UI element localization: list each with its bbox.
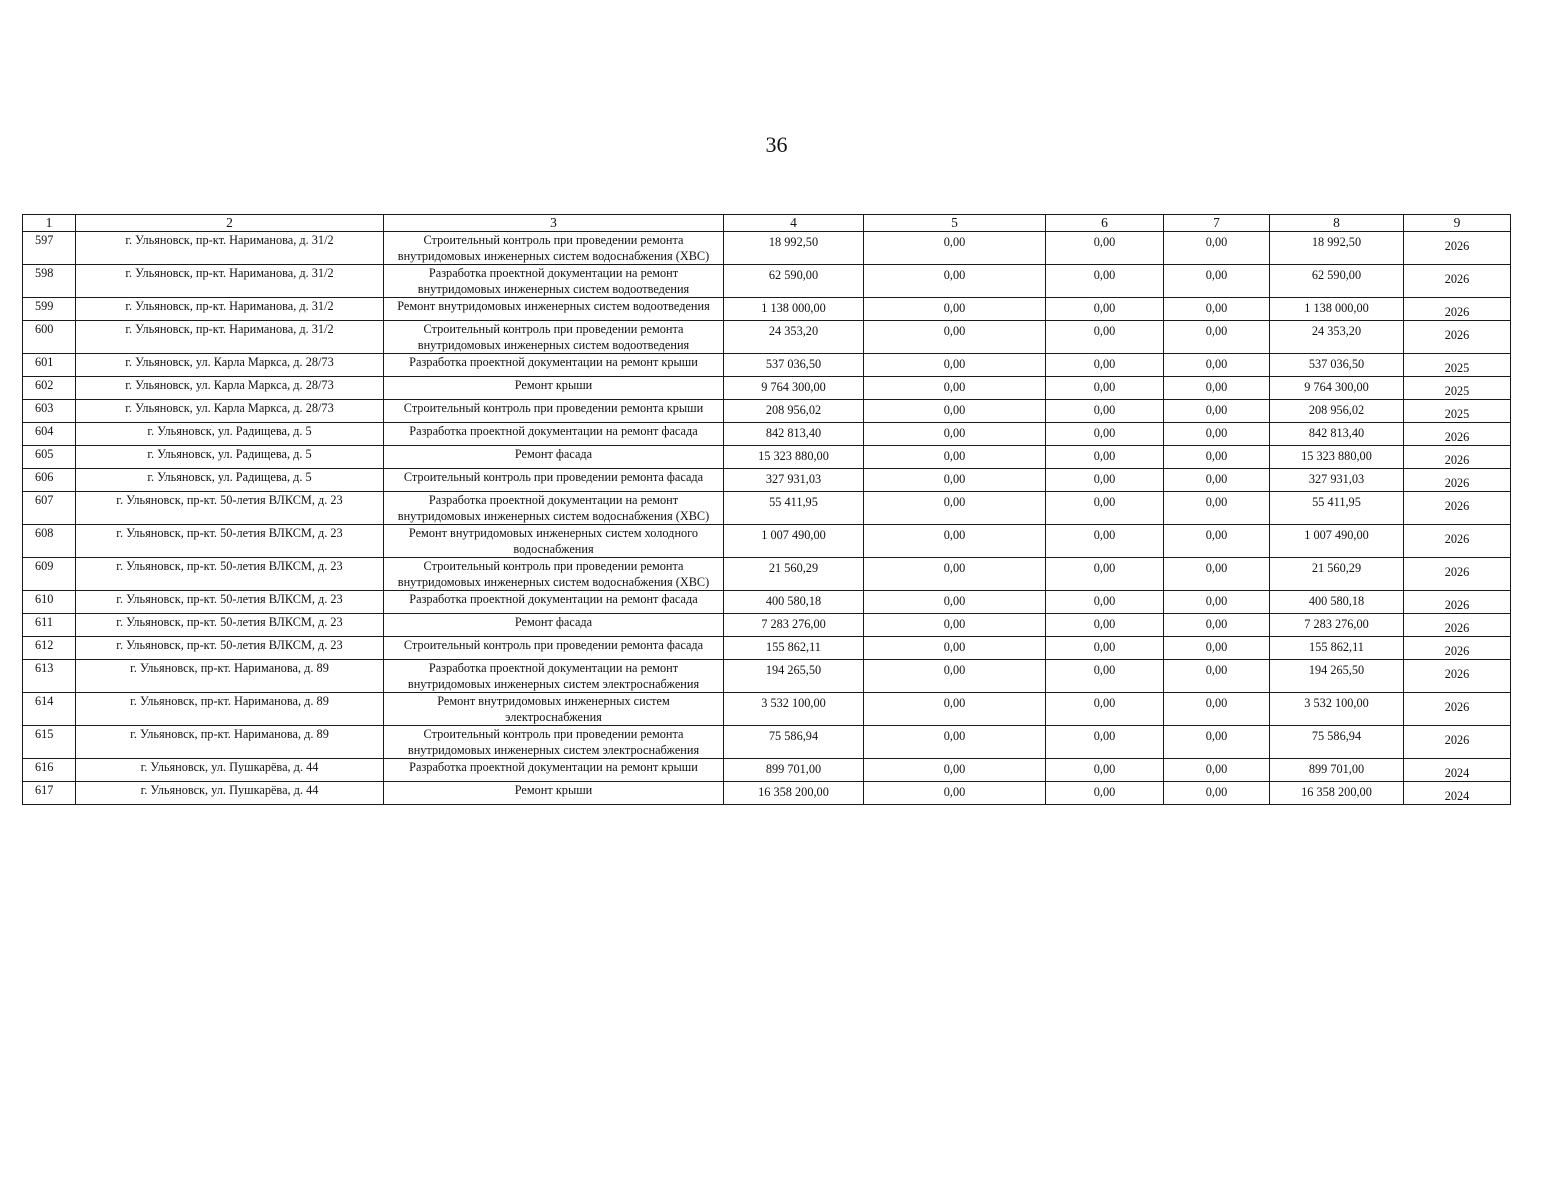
address-cell: г. Ульяновск, пр-кт. Нариманова, д. 89: [76, 693, 384, 726]
table-body: [23, 232, 1511, 805]
amount-col4-cell: 55 411,95: [724, 492, 864, 525]
table-row: [23, 298, 1511, 321]
amount-col6-cell: 0,00: [1046, 232, 1164, 265]
work-description-cell: Ремонт фасада: [384, 614, 724, 637]
year-cell: 2025: [1404, 377, 1511, 400]
year-cell: 2026: [1404, 298, 1511, 321]
amount-col8-cell: 18 992,50: [1270, 232, 1404, 265]
row-number-cell: 608: [23, 525, 76, 558]
amount-col6-cell: 0,00: [1046, 759, 1164, 782]
amount-col4-cell: 15 323 880,00: [724, 446, 864, 469]
amount-col5-cell: 0,00: [864, 525, 1046, 558]
amount-col4-cell: 155 862,11: [724, 637, 864, 660]
amount-col6-cell: 0,00: [1046, 446, 1164, 469]
amount-col4-cell: 24 353,20: [724, 321, 864, 354]
amount-col5-cell: 0,00: [864, 591, 1046, 614]
amount-col7-cell: 0,00: [1164, 759, 1270, 782]
header-cell-5: 5: [864, 215, 1046, 232]
year-cell: 2026: [1404, 637, 1511, 660]
year-cell: 2026: [1404, 265, 1511, 298]
year-cell: 2025: [1404, 400, 1511, 423]
amount-col5-cell: 0,00: [864, 232, 1046, 265]
work-description-cell: Строительный контроль при проведении ремонта внутридомовых инженерных систем водоснабжения (ХВС): [384, 232, 724, 265]
work-description-cell: Строительный контроль при проведении ремонта фасада: [384, 637, 724, 660]
header-cell-6: 6: [1046, 215, 1164, 232]
amount-col5-cell: 0,00: [864, 693, 1046, 726]
amount-col4-cell: 75 586,94: [724, 726, 864, 759]
amount-col6-cell: 0,00: [1046, 637, 1164, 660]
amount-col7-cell: 0,00: [1164, 354, 1270, 377]
amount-col4-cell: 16 358 200,00: [724, 782, 864, 805]
amount-col7-cell: 0,00: [1164, 693, 1270, 726]
amount-col5-cell: 0,00: [864, 558, 1046, 591]
amount-col6-cell: 0,00: [1046, 693, 1164, 726]
row-number-cell: 598: [23, 265, 76, 298]
row-number-cell: 614: [23, 693, 76, 726]
amount-col7-cell: 0,00: [1164, 782, 1270, 805]
amount-col8-cell: 24 353,20: [1270, 321, 1404, 354]
amount-col6-cell: 0,00: [1046, 614, 1164, 637]
amount-col6-cell: 0,00: [1046, 298, 1164, 321]
amount-col6-cell: 0,00: [1046, 423, 1164, 446]
amount-col5-cell: 0,00: [864, 759, 1046, 782]
work-description-cell: Ремонт внутридомовых инженерных систем водоотведения: [384, 298, 724, 321]
amount-col5-cell: 0,00: [864, 782, 1046, 805]
year-cell: 2024: [1404, 782, 1511, 805]
amount-col5-cell: 0,00: [864, 265, 1046, 298]
amount-col7-cell: 0,00: [1164, 492, 1270, 525]
amount-col6-cell: 0,00: [1046, 591, 1164, 614]
year-cell: 2026: [1404, 614, 1511, 637]
amount-col4-cell: 208 956,02: [724, 400, 864, 423]
table-row: [23, 492, 1511, 525]
address-cell: г. Ульяновск, пр-кт. 50-летия ВЛКСМ, д. 23: [76, 614, 384, 637]
amount-col8-cell: 15 323 880,00: [1270, 446, 1404, 469]
work-description-cell: Ремонт фасада: [384, 446, 724, 469]
work-description-cell: Строительный контроль при проведении ремонта внутридомовых инженерных систем водоснабжения (ХВС): [384, 558, 724, 591]
amount-col5-cell: 0,00: [864, 492, 1046, 525]
table-row: [23, 558, 1511, 591]
header-cell-8: 8: [1270, 215, 1404, 232]
work-description-cell: Разработка проектной документации на ремонт внутридомовых инженерных систем водоснабжения (ХВС): [384, 492, 724, 525]
amount-col4-cell: 537 036,50: [724, 354, 864, 377]
amount-col8-cell: 7 283 276,00: [1270, 614, 1404, 637]
table-row: [23, 637, 1511, 660]
address-cell: г. Ульяновск, пр-кт. 50-летия ВЛКСМ, д. 23: [76, 558, 384, 591]
amount-col8-cell: 155 862,11: [1270, 637, 1404, 660]
work-description-cell: Строительный контроль при проведении ремонта внутридомовых инженерных систем электроснабжения: [384, 726, 724, 759]
address-cell: г. Ульяновск, ул. Пушкарёва, д. 44: [76, 782, 384, 805]
header-cell-9: 9: [1404, 215, 1511, 232]
row-number-cell: 617: [23, 782, 76, 805]
work-description-cell: Разработка проектной документации на ремонт внутридомовых инженерных систем водоотведения: [384, 265, 724, 298]
page-number: 36: [765, 132, 788, 157]
header-cell-4: 4: [724, 215, 864, 232]
address-cell: г. Ульяновск, ул. Радищева, д. 5: [76, 423, 384, 446]
amount-col5-cell: 0,00: [864, 726, 1046, 759]
row-number-cell: 603: [23, 400, 76, 423]
header-cell-3: 3: [384, 215, 724, 232]
year-cell: 2024: [1404, 759, 1511, 782]
address-cell: г. Ульяновск, пр-кт. 50-летия ВЛКСМ, д. 23: [76, 525, 384, 558]
address-cell: г. Ульяновск, ул. Пушкарёва, д. 44: [76, 759, 384, 782]
address-cell: г. Ульяновск, ул. Радищева, д. 5: [76, 469, 384, 492]
table-row: [23, 400, 1511, 423]
table-row: [23, 726, 1511, 759]
work-description-cell: Ремонт крыши: [384, 377, 724, 400]
year-cell: 2025: [1404, 354, 1511, 377]
amount-col7-cell: 0,00: [1164, 232, 1270, 265]
amount-col8-cell: 400 580,18: [1270, 591, 1404, 614]
year-cell: 2026: [1404, 660, 1511, 693]
year-cell: 2026: [1404, 446, 1511, 469]
table-row: [23, 525, 1511, 558]
amount-col8-cell: 55 411,95: [1270, 492, 1404, 525]
work-description-cell: Разработка проектной документации на ремонт крыши: [384, 759, 724, 782]
table-row: [23, 782, 1511, 805]
amount-col4-cell: 62 590,00: [724, 265, 864, 298]
amount-col7-cell: 0,00: [1164, 469, 1270, 492]
table-row: [23, 265, 1511, 298]
row-number-cell: 597: [23, 232, 76, 265]
amount-col8-cell: 1 138 000,00: [1270, 298, 1404, 321]
header-cell-1: 1: [23, 215, 76, 232]
row-number-cell: 615: [23, 726, 76, 759]
table-row: [23, 614, 1511, 637]
amount-col6-cell: 0,00: [1046, 354, 1164, 377]
amount-col8-cell: 537 036,50: [1270, 354, 1404, 377]
amount-col6-cell: 0,00: [1046, 492, 1164, 525]
year-cell: 2026: [1404, 558, 1511, 591]
amount-col5-cell: 0,00: [864, 637, 1046, 660]
table-row: [23, 591, 1511, 614]
year-cell: 2026: [1404, 525, 1511, 558]
amount-col8-cell: 194 265,50: [1270, 660, 1404, 693]
amount-col4-cell: 3 532 100,00: [724, 693, 864, 726]
year-cell: 2026: [1404, 591, 1511, 614]
year-cell: 2026: [1404, 423, 1511, 446]
table-row: [23, 232, 1511, 265]
amount-col4-cell: 18 992,50: [724, 232, 864, 265]
amount-col8-cell: 1 007 490,00: [1270, 525, 1404, 558]
table-row: [23, 693, 1511, 726]
amount-col7-cell: 0,00: [1164, 298, 1270, 321]
amount-col6-cell: 0,00: [1046, 377, 1164, 400]
amount-col6-cell: 0,00: [1046, 558, 1164, 591]
row-number-cell: 606: [23, 469, 76, 492]
amount-col5-cell: 0,00: [864, 298, 1046, 321]
amount-col7-cell: 0,00: [1164, 591, 1270, 614]
table-row: [23, 759, 1511, 782]
amount-col5-cell: 0,00: [864, 469, 1046, 492]
work-description-cell: Ремонт внутридомовых инженерных систем электроснабжения: [384, 693, 724, 726]
work-description-cell: Ремонт внутридомовых инженерных систем холодного водоснабжения: [384, 525, 724, 558]
address-cell: г. Ульяновск, пр-кт. Нариманова, д. 89: [76, 660, 384, 693]
amount-col5-cell: 0,00: [864, 400, 1046, 423]
row-number-cell: 604: [23, 423, 76, 446]
row-number-cell: 612: [23, 637, 76, 660]
year-cell: 2026: [1404, 321, 1511, 354]
address-cell: г. Ульяновск, пр-кт. 50-летия ВЛКСМ, д. 23: [76, 591, 384, 614]
amount-col8-cell: 208 956,02: [1270, 400, 1404, 423]
amount-col8-cell: 899 701,00: [1270, 759, 1404, 782]
row-number-cell: 613: [23, 660, 76, 693]
amount-col8-cell: 62 590,00: [1270, 265, 1404, 298]
amount-col6-cell: 0,00: [1046, 469, 1164, 492]
address-cell: г. Ульяновск, пр-кт. 50-летия ВЛКСМ, д. 23: [76, 492, 384, 525]
address-cell: г. Ульяновск, ул. Карла Маркса, д. 28/73: [76, 354, 384, 377]
row-number-cell: 599: [23, 298, 76, 321]
data-table: [22, 214, 1511, 805]
amount-col6-cell: 0,00: [1046, 782, 1164, 805]
row-number-cell: 610: [23, 591, 76, 614]
amount-col5-cell: 0,00: [864, 321, 1046, 354]
year-cell: 2026: [1404, 492, 1511, 525]
work-description-cell: Ремонт крыши: [384, 782, 724, 805]
work-description-cell: Строительный контроль при проведении ремонта фасада: [384, 469, 724, 492]
amount-col7-cell: 0,00: [1164, 558, 1270, 591]
amount-col6-cell: 0,00: [1046, 265, 1164, 298]
year-cell: 2026: [1404, 232, 1511, 265]
amount-col4-cell: 9 764 300,00: [724, 377, 864, 400]
year-cell: 2026: [1404, 726, 1511, 759]
table-row: [23, 423, 1511, 446]
amount-col6-cell: 0,00: [1046, 525, 1164, 558]
amount-col7-cell: 0,00: [1164, 400, 1270, 423]
amount-col7-cell: 0,00: [1164, 525, 1270, 558]
amount-col6-cell: 0,00: [1046, 400, 1164, 423]
table-row: [23, 321, 1511, 354]
amount-col4-cell: 400 580,18: [724, 591, 864, 614]
amount-col4-cell: 194 265,50: [724, 660, 864, 693]
amount-col8-cell: 842 813,40: [1270, 423, 1404, 446]
amount-col8-cell: 75 586,94: [1270, 726, 1404, 759]
amount-col5-cell: 0,00: [864, 354, 1046, 377]
amount-col4-cell: 842 813,40: [724, 423, 864, 446]
amount-col4-cell: 21 560,29: [724, 558, 864, 591]
amount-col6-cell: 0,00: [1046, 660, 1164, 693]
work-description-cell: Разработка проектной документации на ремонт внутридомовых инженерных систем электроснабжения: [384, 660, 724, 693]
amount-col5-cell: 0,00: [864, 377, 1046, 400]
amount-col7-cell: 0,00: [1164, 321, 1270, 354]
address-cell: г. Ульяновск, пр-кт. Нариманова, д. 31/2: [76, 321, 384, 354]
header-cell-2: 2: [76, 215, 384, 232]
header-cell-7: 7: [1164, 215, 1270, 232]
header-row: [23, 215, 1511, 232]
amount-col8-cell: 21 560,29: [1270, 558, 1404, 591]
amount-col5-cell: 0,00: [864, 660, 1046, 693]
amount-col8-cell: 16 358 200,00: [1270, 782, 1404, 805]
address-cell: г. Ульяновск, пр-кт. Нариманова, д. 31/2: [76, 298, 384, 321]
table-row: [23, 446, 1511, 469]
work-description-cell: Разработка проектной документации на ремонт фасада: [384, 591, 724, 614]
table-row: [23, 354, 1511, 377]
row-number-cell: 601: [23, 354, 76, 377]
amount-col8-cell: 3 532 100,00: [1270, 693, 1404, 726]
amount-col4-cell: 899 701,00: [724, 759, 864, 782]
amount-col7-cell: 0,00: [1164, 265, 1270, 298]
amount-col7-cell: 0,00: [1164, 446, 1270, 469]
amount-col4-cell: 7 283 276,00: [724, 614, 864, 637]
address-cell: г. Ульяновск, ул. Карла Маркса, д. 28/73: [76, 400, 384, 423]
row-number-cell: 607: [23, 492, 76, 525]
amount-col4-cell: 1 138 000,00: [724, 298, 864, 321]
address-cell: г. Ульяновск, пр-кт. 50-летия ВЛКСМ, д. 23: [76, 637, 384, 660]
amount-col7-cell: 0,00: [1164, 726, 1270, 759]
row-number-cell: 602: [23, 377, 76, 400]
amount-col4-cell: 327 931,03: [724, 469, 864, 492]
work-description-cell: Строительный контроль при проведении ремонта внутридомовых инженерных систем водоотведения: [384, 321, 724, 354]
row-number-cell: 611: [23, 614, 76, 637]
address-cell: г. Ульяновск, пр-кт. Нариманова, д. 31/2: [76, 265, 384, 298]
amount-col8-cell: 9 764 300,00: [1270, 377, 1404, 400]
table-row: [23, 660, 1511, 693]
table-row: [23, 469, 1511, 492]
table-row: [23, 377, 1511, 400]
row-number-cell: 616: [23, 759, 76, 782]
row-number-cell: 600: [23, 321, 76, 354]
work-description-cell: Разработка проектной документации на ремонт фасада: [384, 423, 724, 446]
amount-col7-cell: 0,00: [1164, 637, 1270, 660]
address-cell: г. Ульяновск, ул. Карла Маркса, д. 28/73: [76, 377, 384, 400]
amount-col5-cell: 0,00: [864, 446, 1046, 469]
address-cell: г. Ульяновск, пр-кт. Нариманова, д. 31/2: [76, 232, 384, 265]
data-table-container: [22, 214, 1510, 805]
amount-col5-cell: 0,00: [864, 423, 1046, 446]
amount-col7-cell: 0,00: [1164, 660, 1270, 693]
work-description-cell: Разработка проектной документации на ремонт крыши: [384, 354, 724, 377]
address-cell: г. Ульяновск, ул. Радищева, д. 5: [76, 446, 384, 469]
work-description-cell: Строительный контроль при проведении ремонта крыши: [384, 400, 724, 423]
row-number-cell: 605: [23, 446, 76, 469]
amount-col6-cell: 0,00: [1046, 726, 1164, 759]
amount-col6-cell: 0,00: [1046, 321, 1164, 354]
amount-col7-cell: 0,00: [1164, 377, 1270, 400]
year-cell: 2026: [1404, 693, 1511, 726]
amount-col5-cell: 0,00: [864, 614, 1046, 637]
amount-col7-cell: 0,00: [1164, 423, 1270, 446]
amount-col8-cell: 327 931,03: [1270, 469, 1404, 492]
amount-col7-cell: 0,00: [1164, 614, 1270, 637]
row-number-cell: 609: [23, 558, 76, 591]
address-cell: г. Ульяновск, пр-кт. Нариманова, д. 89: [76, 726, 384, 759]
year-cell: 2026: [1404, 469, 1511, 492]
amount-col4-cell: 1 007 490,00: [724, 525, 864, 558]
